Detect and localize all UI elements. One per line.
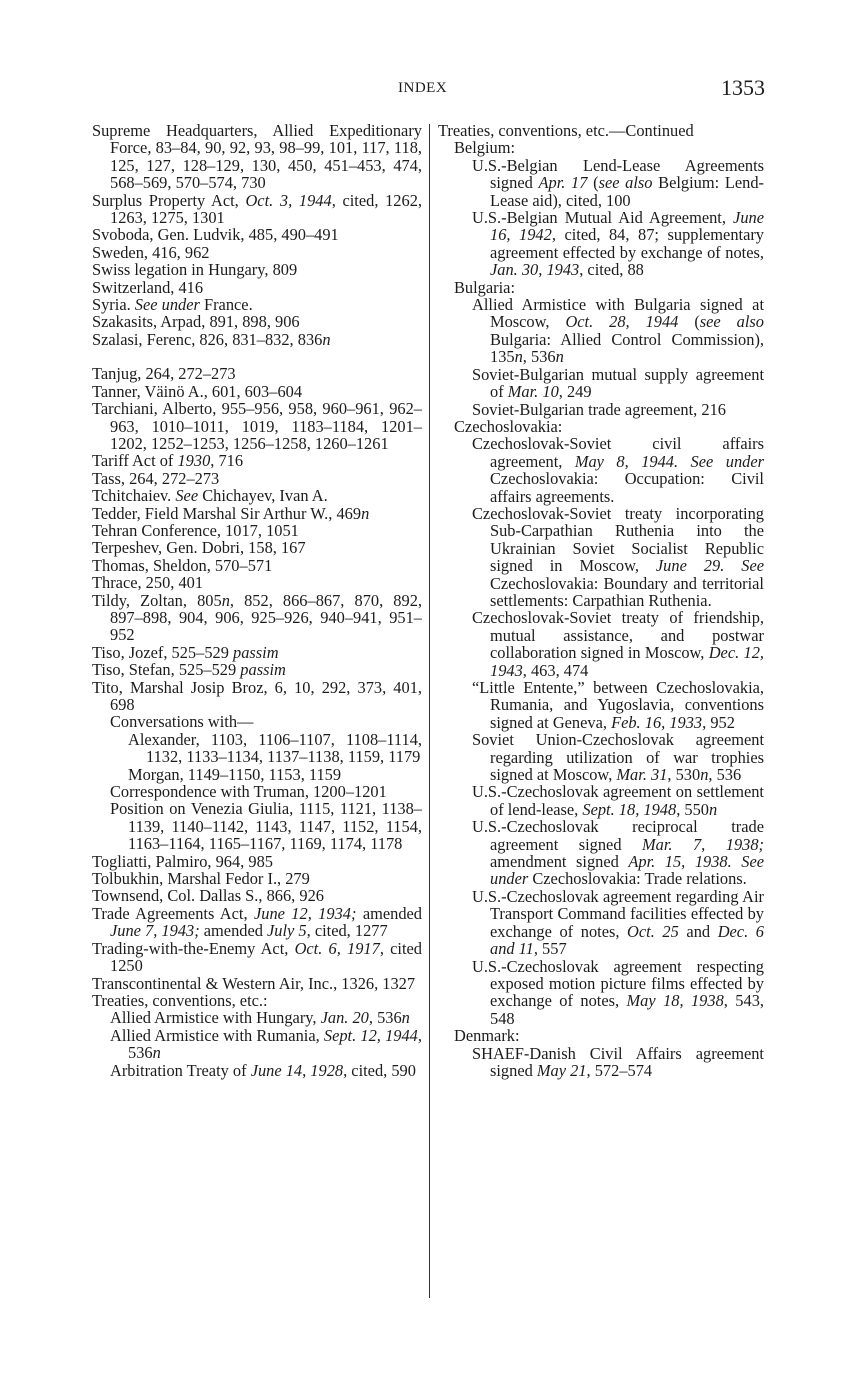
index-entry: Tarchiani, Alberto, 955–956, 958, 960–961, 962–963, 1010–1011, 1019, 1183–1184, 1201–1202, 1252–1253, 1256–1258, 1260–1261 [92, 399, 422, 453]
index-entry: Morgan, 1149–1150, 1153, 1159 [128, 764, 342, 784]
index-entry: Trade Agreements Act, June 12, 1934; amended June 7, 1943; amended July 5, cited, 1277 [92, 903, 422, 941]
index-entry: “Little Entente,” between Czechoslovakia, Rumania, and Yugoslavia, conventions signed at Geneva, Feb. 16, 1933, 952 [472, 678, 764, 732]
index-entry: Swiss legation in Hungary, 809 [92, 260, 298, 280]
index-entry: Tiso, Jozef, 525–529 passim [92, 642, 279, 662]
index-entry: Supreme Headquarters, Allied Expeditionary Force, 83–84, 90, 92, 93, 98–99, 101, 117, 118, 125, 127, 128–129, 130, 450, 451–453, 474, 568–569, 570–574, 730 [92, 121, 422, 193]
index-entry: Thomas, Sheldon, 570–571 [92, 555, 273, 575]
index-entry: Treaties, conventions, etc.—Continued [438, 121, 694, 140]
index-entry: Tildy, Zoltan, 805n, 852, 866–867, 870, 892, 897–898, 904, 906, 925–926, 940–941, 951–952 [92, 590, 422, 645]
index-column-left [92, 122, 422, 1079]
index-entry: Position on Venezia Giulia, 1115, 1121, 1138–1139, 1140–1142, 1143, 1147, 1152, 1154, 1163–1164, 1165–1167, 1169, 1174, 1178 [110, 799, 422, 854]
index-entry: Belgium: [454, 138, 516, 158]
index-entry: Szalasi, Ferenc, 826, 831–832, 836n [92, 329, 331, 349]
index-entry: Tolbukhin, Marshal Fedor I., 279 [92, 869, 310, 889]
column-divider [429, 124, 430, 1298]
index-entry: Denmark: [454, 1026, 520, 1046]
index-entry: Transcontinental & Western Air, Inc., 1326, 1327 [92, 973, 416, 993]
index-entry: Tehran Conference, 1017, 1051 [92, 520, 299, 540]
index-entry: Soviet Union-Czechoslovak agreement regarding utilization of war trophies signed at Moscow, Mar. 31, 530n, 536 [472, 730, 764, 785]
index-column-right [438, 122, 764, 1079]
index-entry: Sweden, 416, 962 [92, 242, 210, 262]
index-entry: Togliatti, Palmiro, 964, 985 [92, 851, 273, 871]
index-entry: Arbitration Treaty of June 14, 1928, cited, 590 [110, 1060, 416, 1080]
index-entry: U.S.-Czechoslovak reciprocal trade agreement signed Mar. 7, 1938; amendment signed Apr. 15, 1938. See under Czechoslovakia: Trade relations. [472, 817, 764, 889]
page-title: INDEX [398, 80, 448, 96]
index-entry: Czechoslovak-Soviet civil affairs agreement, May 8, 1944. See under Czechoslovakia: Occupation: Civil affairs agreements. [472, 434, 764, 506]
index-entry: Surplus Property Act, Oct. 3, 1944, cited, 1262, 1263, 1275, 1301 [92, 190, 422, 228]
index-entry: Syria. See under France. [92, 295, 253, 315]
index-entry: Tito, Marshal Josip Broz, 6, 10, 292, 373, 401, 698 [92, 677, 422, 714]
index-entry: Trading-with-the-Enemy Act, Oct. 6, 1917, cited 1250 [92, 938, 422, 976]
index-entry: Conversations with— [110, 712, 254, 732]
page-number: 1353 [721, 75, 765, 100]
index-entry: Soviet-Bulgarian trade agreement, 216 [472, 399, 726, 419]
index-entry: Tanner, Väinö A., 601, 603–604 [92, 381, 303, 401]
index-entry: Correspondence with Truman, 1200–1201 [110, 782, 387, 802]
index-entry: Tariff Act of 1930, 716 [92, 451, 244, 471]
index-entry: Tanjug, 264, 272–273 [92, 364, 236, 384]
index-entry: SHAEF-Danish Civil Affairs agreement signed May 21, 572–574 [472, 1043, 764, 1080]
index-entry: Townsend, Col. Dallas S., 866, 926 [92, 886, 324, 906]
page-header [0, 75, 855, 105]
index-entry: Bulgaria: [454, 277, 515, 297]
index-entry: Tedder, Field Marshal Sir Arthur W., 469n [92, 503, 370, 523]
index-entry: Terpeshev, Gen. Dobri, 158, 167 [92, 538, 306, 558]
index-entry: Czechoslovakia: [454, 416, 563, 436]
section-gap [92, 348, 422, 365]
index-entry: U.S.-Czechoslovak agreement respecting exposed motion picture films effected by exchange of notes, May 18, 1938, 543, 548 [472, 956, 764, 1028]
index-entry: Alexander, 1103, 1106–1107, 1108–1114, 1132, 1133–1134, 1137–1138, 1159, 1179 [128, 729, 422, 767]
index-entry: Tiso, Stefan, 525–529 passim [92, 660, 286, 680]
index-entry: U.S.-Czechoslovak agreement on settlement of lend-lease, Sept. 18, 1948, 550n [472, 782, 764, 819]
index-entry: Allied Armistice with Bulgaria signed at Moscow, Oct. 28, 1944 (see also Bulgaria: Allied Control Commission), 135n, 536n [472, 295, 764, 367]
index-entry: Czechoslovak-Soviet treaty incorporating Sub-Carpathian Ruthenia into the Ukrainian Soviet Socialist Republic signed in Moscow, June 29. See Czechoslovakia: Boundary and territorial settlements: Carpathian Ruthenia. [472, 503, 764, 610]
index-entry: Soviet-Bulgarian mutual supply agreement of Mar. 10, 249 [472, 364, 764, 402]
index-entry: Szakasits, Arpad, 891, 898, 906 [92, 312, 300, 332]
index-entry: Treaties, conventions, etc.: [92, 990, 268, 1010]
index-entry: Thrace, 250, 401 [92, 573, 204, 593]
index-entry: Tass, 264, 272–273 [92, 468, 220, 488]
index-entry: Allied Armistice with Rumania, Sept. 12, 1944, 536n [110, 1025, 422, 1063]
index-entry: Tchitchaiev. See Chichayev, Ivan A. [92, 486, 328, 506]
index-entry: Switzerland, 416 [92, 277, 204, 297]
index-entry: U.S.-Czechoslovak agreement regarding Air Transport Command facilities effected by exchange of notes, Oct. 25 and Dec. 6 and 11, 557 [472, 886, 764, 959]
index-entry: Czechoslovak-Soviet treaty of friendship, mutual assistance, and postwar collaboration signed in Moscow, Dec. 12, 1943, 463, 474 [472, 608, 764, 680]
index-entry: U.S.-Belgian Lend-Lease Agreements signed Apr. 17 (see also Belgium: Lend-Lease aid), cited, 100 [472, 155, 764, 210]
index-entry: Svoboda, Gen. Ludvik, 485, 490–491 [92, 225, 339, 245]
index-entry: Allied Armistice with Hungary, Jan. 20, 536n [110, 1008, 410, 1028]
index-entry: U.S.-Belgian Mutual Aid Agreement, June 16, 1942, cited, 84, 87; supplementary agreement effected by exchange of notes, Jan. 30, 1943, cited, 88 [472, 208, 764, 280]
